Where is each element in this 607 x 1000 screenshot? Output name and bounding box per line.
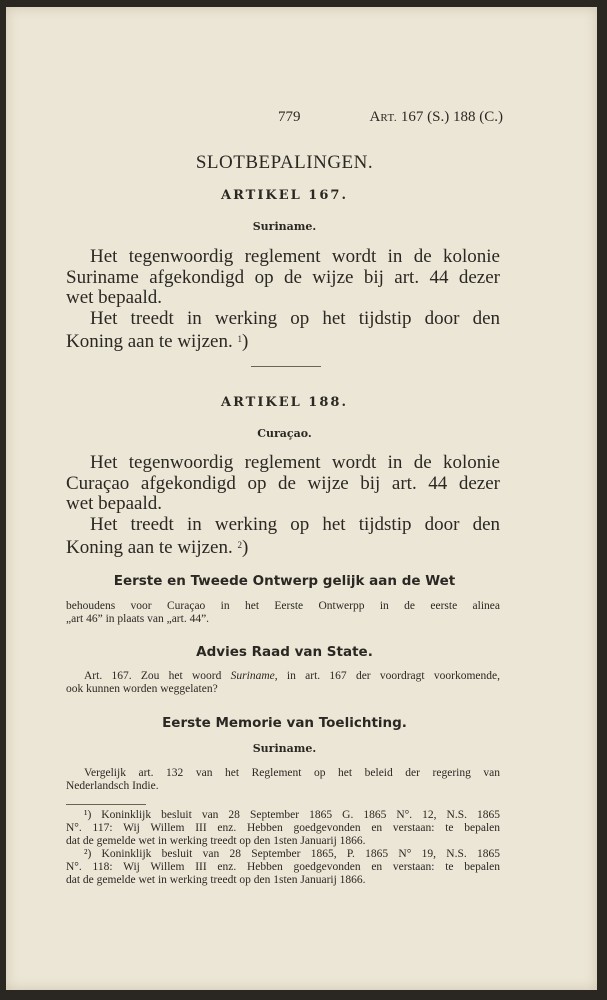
article-167-heading: ARTIKEL 167.	[221, 188, 348, 203]
section-advies-text: Art. 167. Zou het woord Suriname, in art. 167 der voordragt voorkomende, ook kunnen worden weggelaten?	[66, 670, 500, 696]
divider	[251, 366, 321, 367]
article-167-body: Het tegenwoordig reglement wordt in de kolonie Suriname afgekondigd op de wijze bij art. 44 dezer wet bepaald. Het treedt in werking op het tijdstip door den Koning aan te wijzen. $^1$)	[66, 246, 500, 353]
article-188-region: Curaçao.	[257, 427, 312, 440]
footnote-2: ²) Koninklijk besluit van 28 September 1865, P. 1865 N° 19, N.S. 1865 N°. 118: Wij Willem III enz. Hebben goedgevonden en verstaan: te bepalen dat de gemelde wet in werking treedt op den 1sten Januarij 1866.	[66, 848, 500, 886]
article-reference: ART. 167 (S.) 188 (C.)	[369, 109, 503, 125]
section-memorie-text: Vergelijk art. 132 van het Reglement op het beleid der regering van Nederlandsch Indie.	[66, 767, 500, 793]
article-167-region: Suriname.	[252, 220, 317, 233]
section-heading-memorie: Eerste Memorie van Toelichting.	[162, 715, 407, 731]
section-heading-ontwerp: Eerste en Tweede Ontwerp gelijk aan de Wet	[113, 573, 456, 589]
footnote-ref-1[interactable]: 1	[237, 334, 242, 345]
document-page	[6, 7, 597, 990]
article-188-body: Het tegenwoordig reglement wordt in de kolonie Curaçao afgekondigd op de wijze bij art. 44 dezer wet bepaald. Het treedt in werking op het tijdstip door den Koning aan te wijzen. $^2$)	[66, 452, 500, 559]
article-188-heading: ARTIKEL 188.	[221, 395, 348, 410]
footnote-1: ¹) Koninklijk besluit van 28 September 1865 G. 1865 N°. 12, N.S. 1865 N°. 117: Wij Willem III enz. Hebben goedgevonden en verstaan: te bepalen dat de gemelde wet in werking treedt op den 1sten Januarij 1866.	[66, 809, 500, 847]
section-title: SLOTBEPALINGEN.	[195, 152, 374, 173]
page-number: 779	[278, 109, 301, 125]
footnote-ref-2[interactable]: 2	[237, 540, 242, 551]
running-header	[66, 109, 503, 129]
footnote-divider	[66, 804, 146, 805]
section-heading-advies: Advies Raad van State.	[196, 644, 373, 660]
section-ontwerp-text: behoudens voor Curaçao in het Eerste Ontwerpp in de eerste alinea „art 46” in plaats van „art. 44”.	[66, 600, 500, 626]
section-memorie-region: Suriname.	[252, 742, 317, 755]
